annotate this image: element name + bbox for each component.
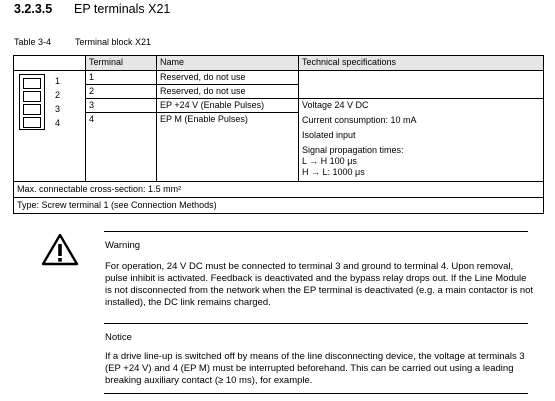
section-title: EP terminals X21 (74, 2, 171, 16)
table-caption (14, 37, 151, 47)
connector-slot (23, 91, 41, 102)
notice-bottom-divider (104, 393, 528, 394)
header-terminal: Terminal (86, 56, 157, 71)
table-footer-row (14, 182, 544, 198)
table-row (14, 99, 544, 113)
terminal-cell: 1 (86, 71, 157, 85)
terminal-cell: 2 (86, 85, 157, 99)
table-row (14, 85, 544, 99)
notice-title: Notice (105, 332, 132, 343)
spec-propagation-hl: H → L: 1000 μs (302, 167, 365, 177)
spec-voltage: Voltage 24 V DC (302, 100, 369, 110)
spec-current: Current consumption: 10 mA (302, 115, 417, 125)
connector-diagram-cell (14, 71, 86, 182)
footer-type: Type: Screw terminal 1 (see Connection Methods) (14, 198, 544, 214)
header-name: Name (157, 56, 299, 71)
name-cell: Reserved, do not use (157, 71, 299, 85)
specs-empty-cell (299, 85, 544, 99)
pin-label: 4 (55, 118, 61, 128)
section-number: 3.2.3.5 (14, 2, 53, 16)
specs-empty-cell (299, 71, 544, 85)
connector-slot (23, 104, 41, 115)
header-empty (14, 56, 86, 71)
pin-label: 3 (55, 104, 61, 114)
table-title: Terminal block X21 (75, 37, 152, 47)
connector-slot (23, 117, 41, 128)
spec-propagation-title: Signal propagation times: (302, 145, 404, 155)
warning-text: For operation, 24 V DC must be connected to terminal 3 and ground to terminal 4. Upon removal, pulse inhibit is activated. Feedback is deactivated and the bypass relay drops out. If the Line Module is not disconnected from the network when the EP terminal is deactivated (e.g. a main contactor is not installed), the DC link remains charged. (105, 261, 534, 308)
table-number: Table 3-4 (14, 37, 52, 47)
terminal-cell: 3 (86, 99, 157, 113)
warning-title: Warning (105, 240, 141, 251)
header-specs: Technical specifications (299, 56, 544, 71)
table-header-row (14, 56, 544, 71)
name-cell: EP +24 V (Enable Pulses) (157, 99, 299, 113)
pin-label: 2 (55, 90, 61, 100)
spec-isolated: Isolated input (302, 130, 356, 140)
connector-slot (23, 78, 41, 89)
spec-propagation-lh: L → H 100 μs (302, 156, 357, 166)
warning-top-divider (104, 231, 528, 232)
name-cell: EP M (Enable Pulses) (157, 113, 299, 182)
specs-cell (299, 99, 544, 182)
notice-text: If a drive line-up is switched off by means of the line disconnecting device, the voltage at terminals 3 (EP +24 V) and 4 (EP M) must be interrupted beforehand. This can be carried out using a leading breaking auxiliary contact (≥ 10 ms), for example. (105, 351, 525, 386)
footer-cross-section: Max. connectable cross-section: 1.5 mm² (14, 182, 544, 198)
notice-top-divider (104, 323, 528, 324)
section-heading (14, 2, 170, 16)
pin-label: 1 (55, 76, 61, 86)
terminal-cell: 4 (86, 113, 157, 182)
table-footer-row (14, 198, 544, 214)
terminal-table (13, 55, 544, 214)
table-row (14, 71, 544, 85)
terminal-block-diagram (19, 74, 69, 134)
warning-triangle-icon (41, 233, 79, 272)
connector-body (19, 74, 45, 130)
name-cell: Reserved, do not use (157, 85, 299, 99)
